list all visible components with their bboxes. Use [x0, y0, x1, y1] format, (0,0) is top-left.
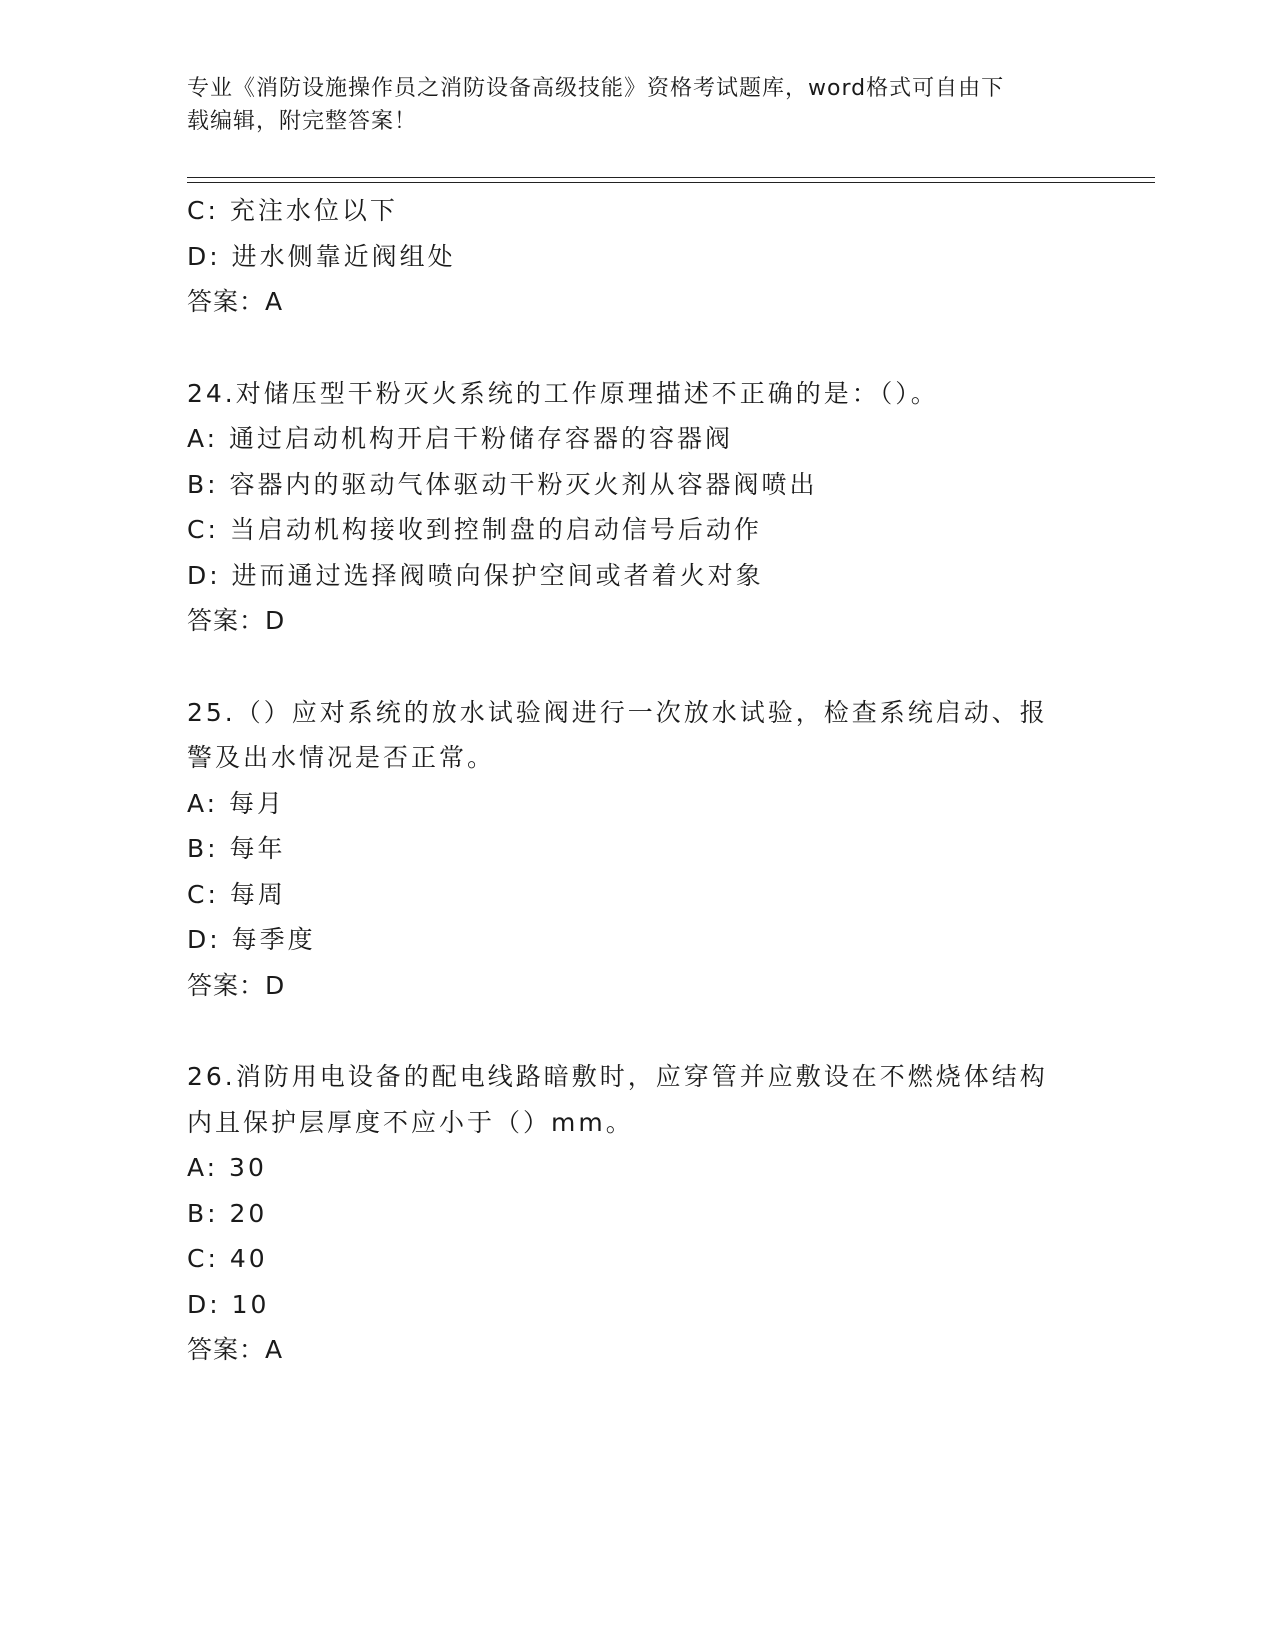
question-list — [187, 188, 1087, 1373]
question-stem-line-1: 25.（）应对系统的放水试验阀进行一次放水试验，检查系统启动、报 — [187, 697, 1048, 727]
option-text: 进而通过选择阀喷向保护空间或者着火对象 — [231, 560, 764, 590]
option-text: 每季度 — [231, 925, 316, 954]
option-c — [187, 507, 1087, 553]
option-label: B: — [187, 1198, 219, 1228]
header-divider-bottom — [187, 182, 1155, 183]
option-label: D: — [187, 1289, 221, 1319]
option-text: 30 — [229, 1153, 267, 1182]
option-label: C: — [187, 515, 219, 544]
option-text: 40 — [229, 1244, 268, 1273]
question-25 — [187, 690, 1087, 1009]
option-label: A: — [187, 424, 219, 453]
option-label: C: — [187, 879, 219, 909]
option-text: 20 — [229, 1198, 268, 1228]
option-text: 进水侧靠近阀组处 — [231, 241, 456, 271]
option-label: C: — [187, 196, 219, 225]
option-text: 每周 — [229, 879, 286, 909]
option-text: 每月 — [229, 788, 286, 818]
header-title-line-2: 载编辑，附完整答案！ — [187, 109, 418, 134]
option-label: D: — [187, 925, 221, 954]
option-label: A: — [187, 788, 219, 818]
header-divider-top — [187, 177, 1155, 178]
option-label: D: — [187, 241, 221, 271]
answer-line: 答案：A — [187, 287, 284, 316]
option-label: B: — [187, 834, 219, 863]
option-a — [187, 781, 1087, 827]
option-text: 通过启动机构开启干粉储存容器的容器阀 — [229, 424, 734, 453]
option-c — [187, 1236, 1087, 1282]
option-b — [187, 462, 1087, 508]
answer-line: 答案：D — [187, 606, 286, 635]
option-label: A: — [187, 1153, 219, 1182]
question-stem: 24.对储压型干粉灭火系统的工作原理描述不正确的是：（）。 — [187, 378, 939, 408]
option-d — [187, 234, 1087, 280]
question-stem-line-1: 26.消防用电设备的配电线路暗敷时，应穿管并应敷设在不燃烧体结构 — [187, 1062, 1048, 1091]
option-b — [187, 826, 1087, 872]
header-title-line-1: 专业《消防设施操作员之消防设备高级技能》资格考试题库，word格式可自由下 — [187, 76, 1005, 101]
document-header — [187, 72, 1067, 138]
option-text: 每年 — [229, 834, 286, 863]
question-26 — [187, 1054, 1087, 1373]
option-label: B: — [187, 469, 219, 499]
option-d — [187, 1282, 1087, 1328]
option-text: 充注水位以下 — [229, 196, 398, 225]
option-text: 10 — [231, 1289, 270, 1319]
question-stem-line-2: 警及出水情况是否正常。 — [187, 743, 496, 772]
option-c — [187, 872, 1087, 918]
question-stem-line-2: 内且保护层厚度不应小于（）mm。 — [187, 1107, 634, 1137]
option-c — [187, 188, 1087, 234]
answer-line: 答案：A — [187, 1335, 284, 1364]
option-a — [187, 416, 1087, 462]
option-label: D: — [187, 560, 221, 590]
answer-line: 答案：D — [187, 970, 286, 1000]
option-label: C: — [187, 1244, 219, 1273]
question-24 — [187, 371, 1087, 644]
option-d — [187, 553, 1087, 599]
option-a — [187, 1145, 1087, 1191]
option-text: 容器内的驱动气体驱动干粉灭火剂从容器阀喷出 — [229, 469, 818, 499]
option-d — [187, 917, 1087, 963]
option-text: 当启动机构接收到控制盘的启动信号后动作 — [229, 515, 762, 544]
question-continued — [187, 188, 1087, 325]
option-b — [187, 1191, 1087, 1237]
